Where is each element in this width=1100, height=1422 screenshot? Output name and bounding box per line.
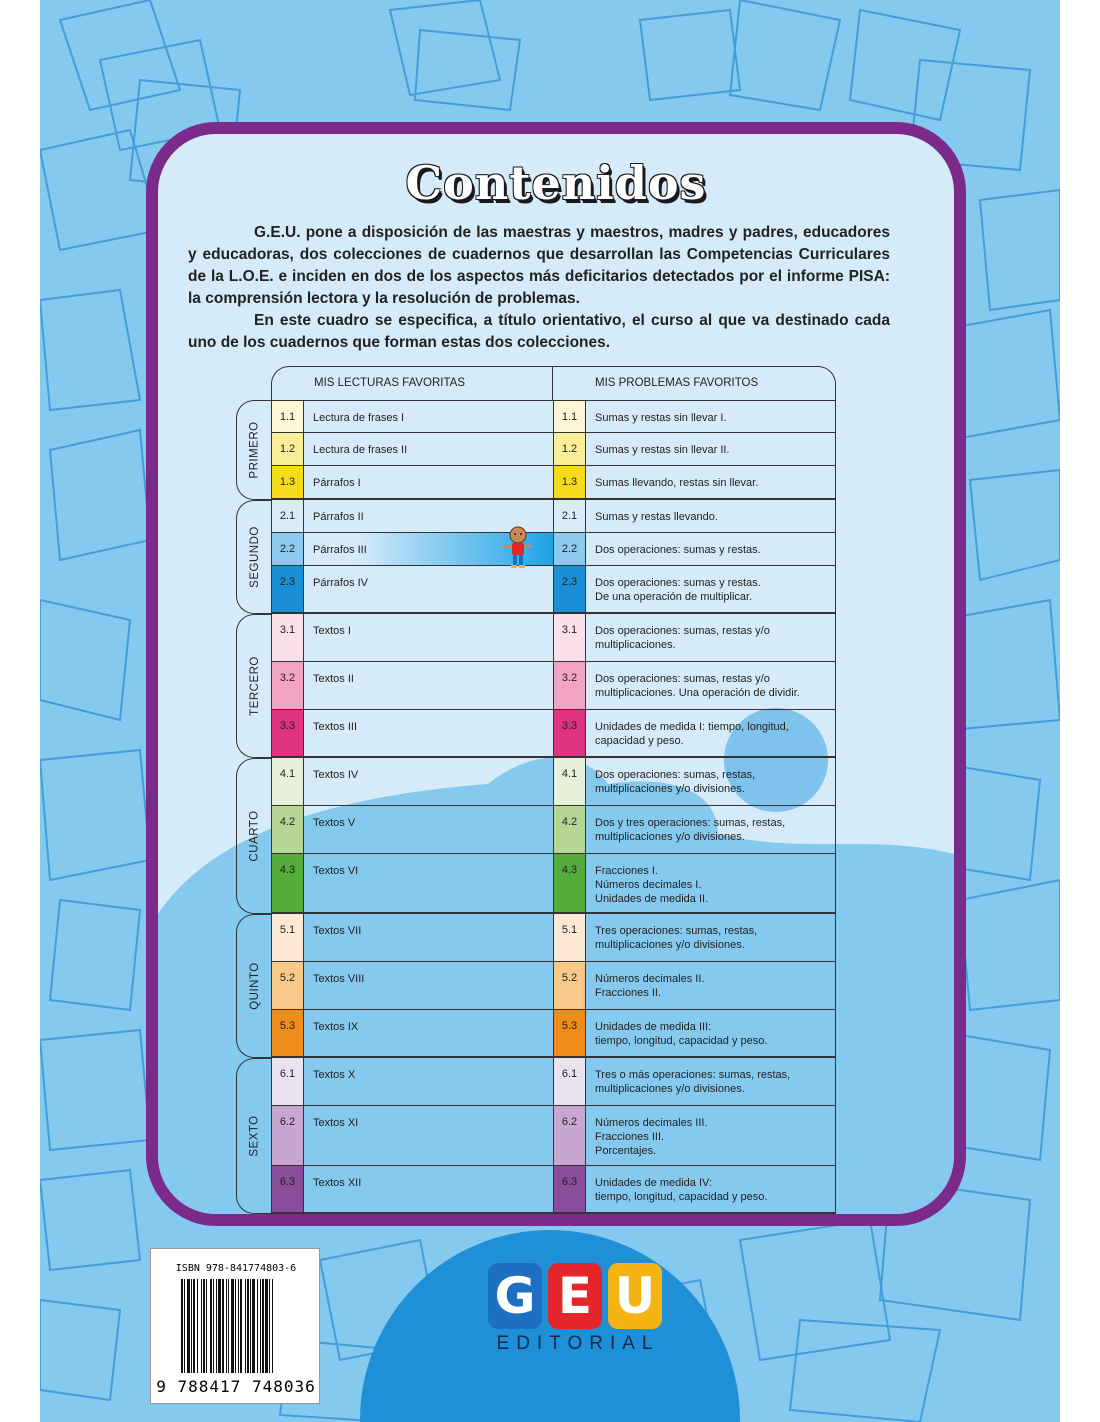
barcode [181,1279,293,1375]
problema-title: Sumas y restas llevando. [595,511,718,523]
course-group-sexto [236,1058,271,1214]
course-group-cuarto [236,758,271,914]
barcode-bar [222,1279,224,1373]
problema-title: Dos y tres operaciones: sumas, restas, multiplicaciones y/o divisiones. [595,817,786,843]
problema-title: Dos operaciones: sumas, restas y/o multiplicaciones. [595,625,770,651]
barcode-bar [210,1279,212,1373]
course-label: CUARTO [248,810,261,862]
lectura-title: Párrafos IV [313,577,369,589]
header-lecturas-label: MIS LECTURAS FAVORITAS [314,377,466,389]
barcode-bar [250,1279,251,1373]
course-label: SEGUNDO [248,526,261,588]
problema-code: 5.3 [553,1010,586,1056]
course-label: SEXTO [248,1115,261,1157]
problema-title: Sumas llevando, restas sin llevar. [595,477,759,489]
course-group-tercero [236,614,271,758]
table-row [271,1106,836,1166]
problema-code: 1.3 [553,466,586,498]
course-label: PRIMERO [248,421,261,479]
lectura-code: 5.3 [271,1010,304,1056]
table-row [271,1010,836,1058]
lectura-title: Textos XI [313,1117,359,1129]
intro-paragraph-1: G.E.U. pone a disposición de las maestras y maestros, madres y padres, educadores y educadoras, dos colecciones de cuadernos que desarrollan las Competencias Curriculares de la L.O.E. e inciden en dos de los aspectos más deficitarios detectados por el informe PISA: la comprensión lectora y la resolución de problemas. [188,224,890,307]
course-group-quinto [236,914,271,1058]
table-row [271,533,836,566]
lectura-title: Lectura de frases I [313,412,405,424]
table-row [271,710,836,758]
problema-title: Unidades de medida IV: tiempo, longitud, capacidad y peso. [595,1177,768,1203]
problema-code: 3.3 [553,710,586,756]
barcode-bar [228,1279,229,1373]
table-row [271,962,836,1010]
lectura-code: 5.2 [271,962,304,1009]
lectura-title: Textos I [313,625,351,637]
barcode-bar [203,1279,205,1373]
barcode-bar [272,1279,273,1373]
lectura-title: Textos X [313,1069,356,1081]
header-lecturas [271,366,553,400]
lectura-code: 5.1 [271,914,304,961]
header-problemas [553,366,836,400]
problema-code: 1.1 [553,401,586,432]
lectura-code: 4.2 [271,806,304,853]
problema-code: 4.1 [553,758,586,805]
lectura-code: 6.3 [271,1166,304,1212]
isbn-barcode-box [150,1248,320,1404]
lectura-title: Textos VIII [313,973,365,985]
course-label: TERCERO [248,656,261,716]
lectura-code: 4.3 [271,854,304,912]
problema-code: 2.1 [553,500,586,532]
lectura-code: 3.1 [271,614,304,661]
barcode-bar [213,1279,214,1373]
book-back-cover [40,0,1060,1422]
table-row [271,500,836,533]
lectura-title: Párrafos I [313,477,361,489]
barcode-bar [257,1279,258,1373]
course-group-segundo [236,500,271,614]
lectura-title: Párrafos III [313,544,367,556]
lectura-code: 1.1 [271,401,304,432]
lectura-code: 2.1 [271,500,304,532]
geu-editorial-logo [488,1263,668,1363]
barcode-bar [238,1279,239,1373]
isbn-digits: 9 788417 748036 [156,1377,316,1396]
logo-letter-u: U [608,1263,662,1329]
problema-code: 2.3 [553,566,586,612]
problema-title: Dos operaciones: sumas, restas, multiplicaciones y/o divisiones. [595,769,756,795]
barcode-bar [181,1279,183,1373]
lectura-code: 1.3 [271,466,304,498]
intro-text [188,222,890,354]
problema-code: 4.3 [553,854,586,912]
header-problemas-label: MIS PROBLEMAS FAVORITOS [595,377,759,389]
lectura-title: Textos II [313,673,354,685]
barcode-bar [260,1279,261,1373]
barcode-bar [193,1279,195,1373]
lectura-title: Textos IV [313,769,359,781]
problema-code: 3.2 [553,662,586,709]
barcode-bar [265,1279,268,1373]
problema-code: 6.1 [553,1058,586,1105]
barcode-bar [252,1279,255,1373]
lectura-title: Textos VI [313,865,359,877]
lectura-title: Textos V [313,817,356,829]
lectura-code: 4.1 [271,758,304,805]
logo-letter-e: E [548,1263,602,1329]
barcode-bar [184,1279,185,1373]
table-row [271,758,836,806]
lectura-title: Textos VII [313,925,362,937]
problema-title: Tres operaciones: sumas, restas, multiplicaciones y/o divisiones. [595,925,758,951]
logo-word: EDITORIAL [496,1333,660,1354]
problema-title: Fracciones I. Números decimales I. Unidades de medida II. [595,865,709,905]
table-row [271,914,836,962]
lectura-title: Párrafos II [313,511,364,523]
problema-code: 6.3 [553,1166,586,1212]
table-row [271,854,836,914]
problema-code: 5.2 [553,962,586,1009]
problema-title: Dos operaciones: sumas y restas. [595,544,761,556]
page-title: Contenidos [405,156,707,210]
problema-code: 1.2 [553,433,586,465]
course-group-primero [236,400,271,500]
barcode-bar [262,1279,264,1373]
table-row [271,566,836,614]
lectura-code: 3.3 [271,710,304,756]
table-row [271,662,836,710]
table-row [271,433,836,466]
contents-table [236,354,836,1204]
problema-title: Números decimales II. Fracciones II. [595,973,705,999]
problema-title: Dos operaciones: sumas, restas y/o multiplicaciones. Una operación de dividir. [595,673,800,699]
course-label: QUINTO [248,962,261,1010]
lectura-code: 6.2 [271,1106,304,1165]
problema-code: 6.2 [553,1106,586,1165]
lectura-title: Textos IX [313,1021,359,1033]
problema-title: Unidades de medida I: tiempo, longitud, capacidad y peso. [595,721,789,747]
lectura-code: 1.2 [271,433,304,465]
barcode-bar [269,1279,270,1373]
isbn-label: ISBN 978-841774803-6 [175,1263,297,1274]
lectura-title: Textos III [313,721,358,733]
lectura-code: 2.2 [271,533,304,565]
barcode-bar [187,1279,190,1373]
lectura-code: 6.1 [271,1058,304,1105]
table-row [271,806,836,854]
table-row [271,466,836,500]
barcode-bar [218,1279,221,1373]
barcode-bar [247,1279,249,1373]
problema-code: 5.1 [553,914,586,961]
lectura-code: 3.2 [271,662,304,709]
table-row [271,1166,836,1214]
lectura-title: Textos XII [313,1177,362,1189]
barcode-bar [226,1279,227,1373]
barcode-bar [197,1279,198,1373]
problema-title: Sumas y restas sin llevar II. [595,444,730,456]
lectura-code: 2.3 [271,566,304,612]
logo-letter-g: G [488,1263,542,1329]
lectura-title: Lectura de frases II [313,444,408,456]
barcode-bar [216,1279,217,1373]
barcode-bar [245,1279,246,1373]
barcode-bar [235,1279,236,1373]
problema-title: Números decimales III. Fracciones III. Porcentajes. [595,1117,708,1157]
barcode-bar [206,1279,207,1373]
problema-title: Sumas y restas sin llevar I. [595,412,727,424]
problema-title: Dos operaciones: sumas y restas. De una operación de multiplicar. [595,577,761,603]
problema-code: 2.2 [553,533,586,565]
barcode-bar [201,1279,202,1373]
problema-title: Tres o más operaciones: sumas, restas, multiplicaciones y/o divisiones. [595,1069,791,1095]
table-row [271,1058,836,1106]
child-mascot-icon [501,525,535,569]
problema-title: Unidades de medida III: tiempo, longitud, capacidad y peso. [595,1021,768,1047]
contents-panel [146,122,966,1226]
barcode-bar [231,1279,234,1373]
table-row [271,614,836,662]
barcode-bar [240,1279,242,1373]
barcode-bar [191,1279,192,1373]
problema-code: 3.1 [553,614,586,661]
intro-paragraph-2: En este cuadro se especifica, a título orientativo, el curso al que va destinado cada uno de los cuadernos que forman estas dos colecciones. [188,312,890,351]
table-row [271,400,836,433]
problema-code: 4.2 [553,806,586,853]
